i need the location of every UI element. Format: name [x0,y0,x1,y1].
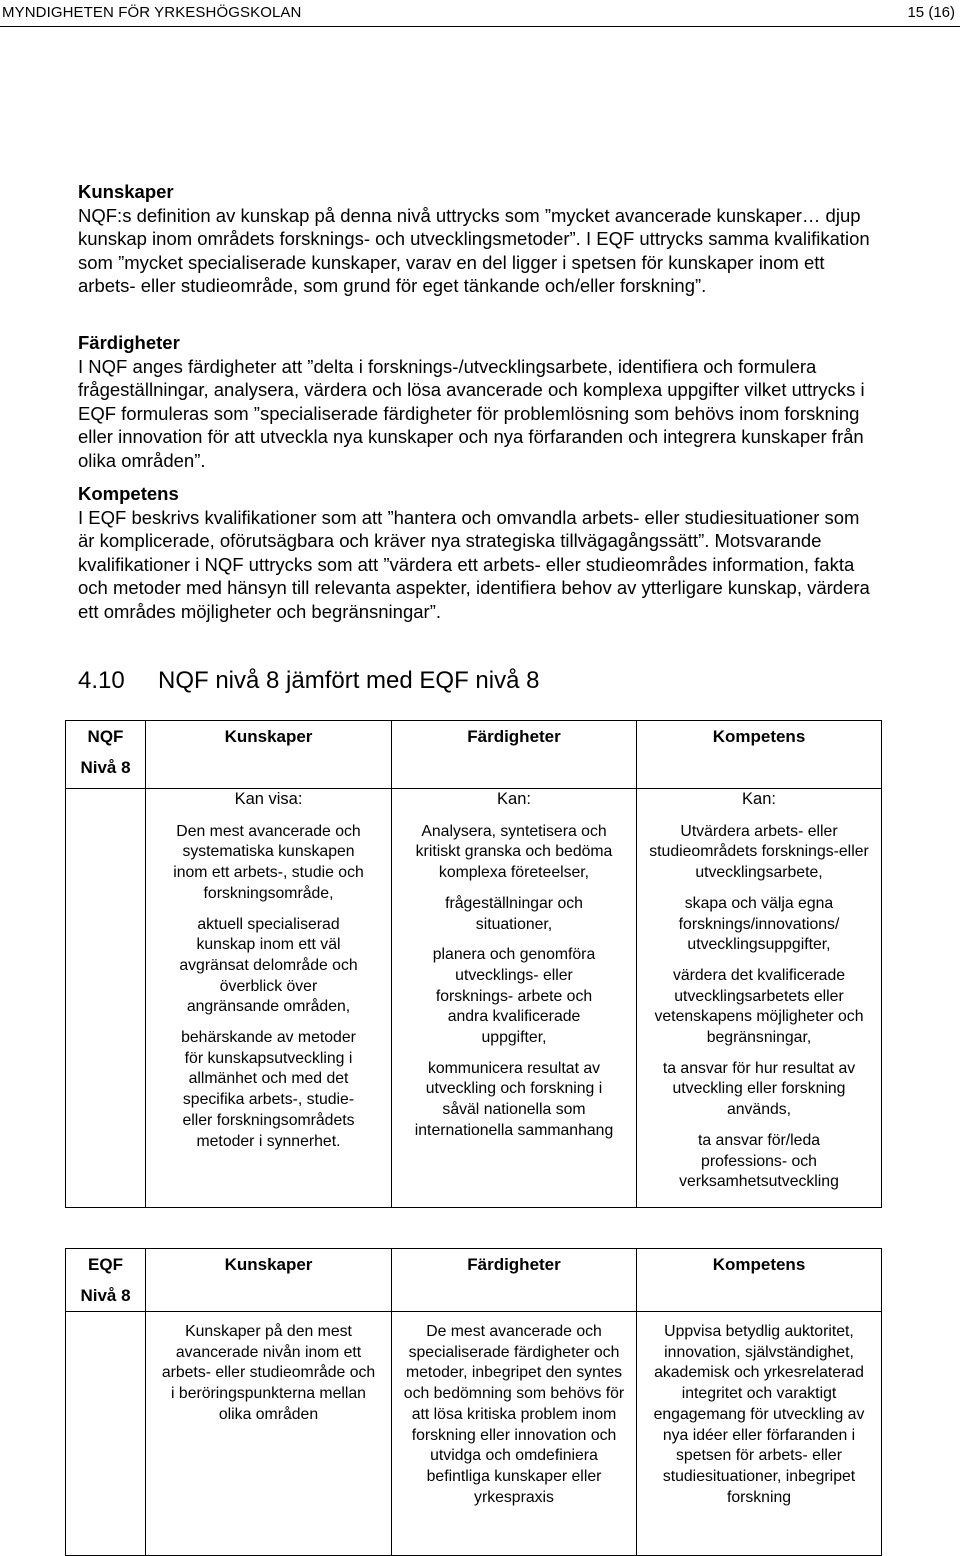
list-item: frågeställningar och situationer, [445,894,583,933]
section-heading-kunskaper: Kunskaper [78,181,174,202]
list-item: Den mest avancerade och systematiska kunskapen inom ett arbets-, studie och forskningsområde, [173,822,364,902]
cell-text: Uppvisa betydlig auktoritet, innovation, självständighet, akademisk och yrkesrelaterad integritet och varaktigt engagemang för utveckling av nya idéer eller förfaranden i spetsen för arbets- eller studiesituationer, inbegripet forskning [653,1323,865,1506]
section-title [78,666,539,696]
header-cell-kunskaper: Kunskaper [146,1249,392,1312]
header-cell-kompetens: Kompetens [637,1249,882,1312]
framework-label: NQF [87,727,124,746]
cell-text: Kunskaper på den mest avancerade nivån inom ett arbets- eller studieområde och i beröringspunkterna mellan olika områden [161,1323,376,1423]
eqf-fardigheter-cell [392,1312,637,1556]
list-item: ta ansvar för/leda professions- och verksamhetsutveckling [679,1131,839,1191]
page-header [0,0,960,27]
list-item: Analysera, syntetisera och kritiskt granska och bedöma komplexa företeelser, [415,822,613,882]
header-cell-kunskaper: Kunskaper [146,721,392,789]
header-cell-framework [66,1249,146,1312]
empty-cell [66,1312,146,1556]
cell-text: De mest avancerade och specialiserade färdigheter och metoder, inbegripet den syntes och bedömning som behövs för att lösa kritiska problem inom forskning eller innovation och utvidga och omdefiniera befintliga kunskaper eller yrkespraxis [403,1323,625,1506]
section-fardigheter [78,331,878,472]
list-item: värdera det kvalificerade utvecklingsarbetets eller vetenskapens möjligheter och begränsningar, [654,966,864,1047]
table-row [66,789,882,1208]
table-header-row [66,721,882,789]
section-text-fardigheter: I NQF anges färdigheter att ”delta i forsknings-/utvecklingsarbete, identifiera och formulera frågeställningar, analysera, värdera och lösa avancerade och komplexa uppgifter vilket uttrycks i EQF formuleras som ”specialiserade färdigheter för problemlösning som behövs inom forskning eller innovation för att utveckla nya kunskaper och nya förfaranden och integrera kunskaper från olika områden”. [78,355,865,471]
header-cell-fardigheter: Färdigheter [392,1249,637,1312]
cell-lead: Kan visa: [234,790,303,808]
section-kompetens [78,482,878,623]
list-item: skapa och välja egna forsknings/innovations/ utvecklingsuppgifter, [678,894,840,954]
list-item: Utvärdera arbets- eller studieområdets forsknings-eller utvecklingsarbete, [649,822,869,882]
level-label: Nivå 8 [80,758,131,777]
cell-lead: Kan: [497,790,531,808]
section-title-text: NQF nivå 8 jämfört med EQF nivå 8 [158,667,540,694]
page-number: 15 (16) [907,4,955,21]
section-number: 4.10 [78,667,125,694]
section-heading-fardigheter: Färdigheter [78,332,180,353]
nqf-comparison-table [65,720,882,1208]
empty-cell [66,789,146,1208]
list-item: planera och genomföra utvecklings- eller forsknings- arbete och andra kvalificerade uppgifter, [432,946,596,1047]
nqf-kunskaper-cell [146,789,392,1208]
list-item: kommunicera resultat av utveckling och forskning i såväl nationella som internationella sammanhang [414,1059,614,1139]
table-header-row [66,1249,882,1312]
framework-label: EQF [88,1255,123,1274]
cell-lead: Kan: [742,790,776,808]
agency-name: MYNDIGHETEN FÖR YRKESHÖGSKOLAN [2,4,302,21]
header-cell-framework [66,721,146,789]
eqf-kompetens-cell [637,1312,882,1556]
eqf-comparison-table [65,1248,882,1556]
header-cell-kompetens: Kompetens [637,721,882,789]
table-row [66,1312,882,1556]
section-heading-kompetens: Kompetens [78,483,179,504]
section-kunskaper [78,180,878,298]
header-cell-fardigheter: Färdigheter [392,721,637,789]
section-text-kunskaper: NQF:s definition av kunskap på denna nivå uttrycks som ”mycket avancerade kunskaper… djup kunskap inom områdets forsknings- och utvecklingsmetoder”. I EQF uttrycks samma kvalifikation som ”mycket specialiserade kunskaper, varav en del ligger i spetsen för kunskaper inom ett arbets- eller studieområde, som grund för eget tänkande och/eller forskning”. [78,204,870,296]
section-text-kompetens: I EQF beskrivs kvalifikationer som att ”hantera och omvandla arbets- eller studiesituationer som är komplicerade, oförutsägbara och kräver nya strategiska tillvägagångssätt”. Motsvarande kvalifikationer i NQF uttrycks som att ”värdera ett arbets- eller studieområdes information, fakta och metoder med hänsyn till relevanta aspekter, identifiera behov av ytterligare kunskap, värdera ett områdes möjligheter och begränsningar”. [78,506,870,622]
nqf-kompetens-cell [637,789,882,1208]
list-item: aktuell specialiserad kunskap inom ett väl avgränsat delområde och överblick över angränsande områden, [179,915,358,1016]
nqf-fardigheter-cell [392,789,637,1208]
list-item: ta ansvar för hur resultat av utveckling eller forskning används, [662,1059,856,1119]
eqf-kunskaper-cell [146,1312,392,1556]
level-label: Nivå 8 [80,1286,131,1305]
list-item: behärskande av metoder för kunskapsutveckling i allmänhet och med det specifika arbets-, studie-eller forskningsområdets metoder i synnerhet. [181,1029,356,1150]
